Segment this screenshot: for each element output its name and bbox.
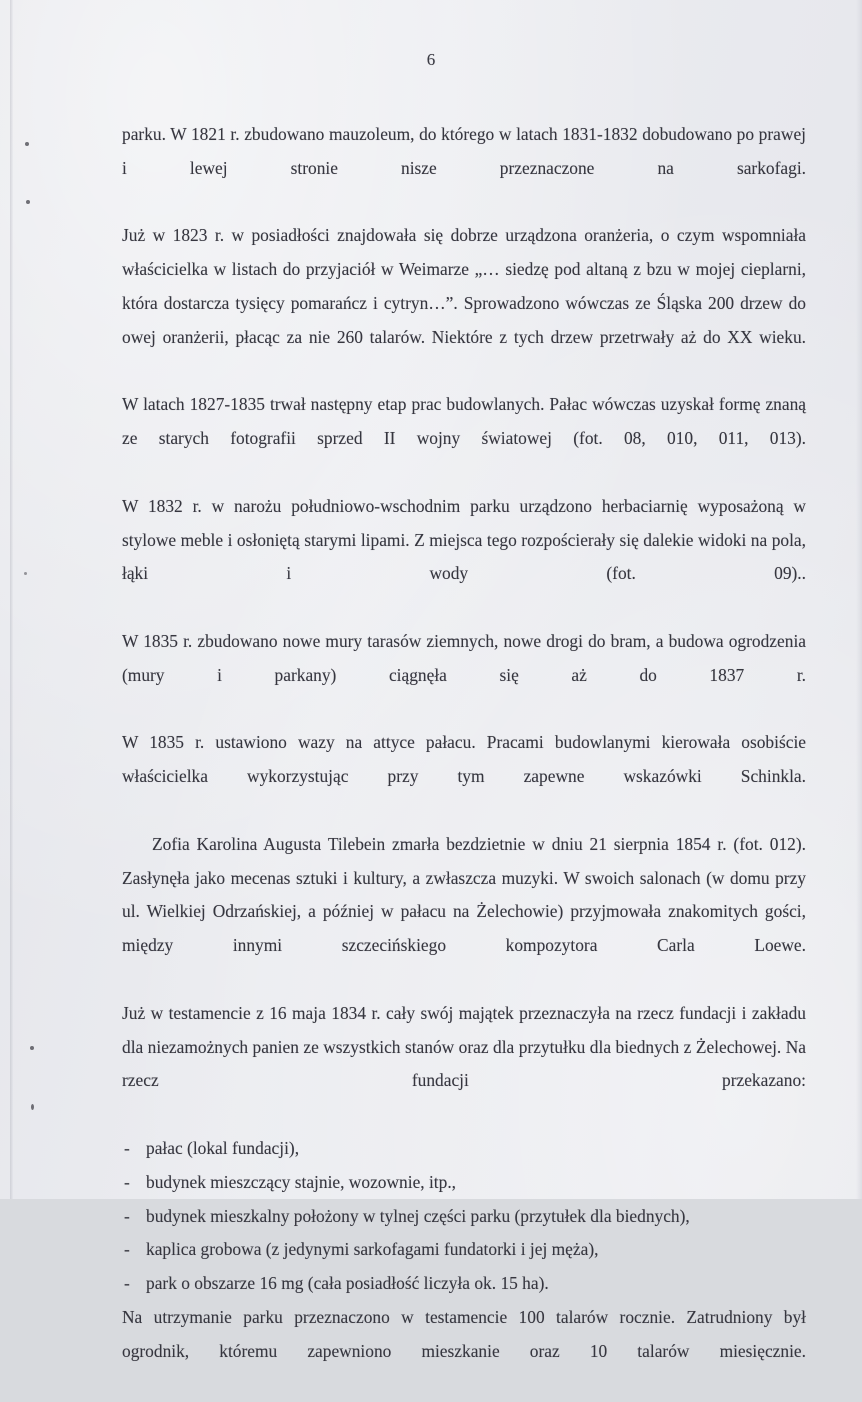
scan-edge-artifact-right [856, 0, 862, 1199]
list-item [122, 1132, 806, 1166]
page-number: 6 [426, 50, 436, 69]
scan-speck-artifact [25, 142, 29, 146]
list-item-label: budynek mieszczący stajnie, wozownie, itp., [146, 1171, 457, 1192]
list-item [122, 1267, 806, 1301]
paragraph: W latach 1827-1835 trwał następny etap prac budowlanych. Pałac wówczas uzyskał formę znaną ze starych fotografii sprzed II wojny światowej (fot. 08, 010, 011, 013). [122, 394, 806, 449]
scan-speck-artifact [26, 200, 30, 204]
list-item-label: budynek mieszkalny położony w tylnej części parku (przytułek dla biednych), [146, 1205, 690, 1226]
paragraph: W 1835 r. ustawiono wazy na attyce pałacu. Pracami budowlanymi kierowała osobiście właścicielka wykorzystując przy tym zapewne wskazówki Schinkla. [122, 732, 806, 787]
list-bullet-dash: - [124, 1137, 130, 1158]
list-bullet-dash: - [124, 1273, 130, 1294]
paragraph: Już w 1823 r. w posiadłości znajdowała się dobrze urządzona oranżeria, o czym wspomniała właścicielka w listach do przyjaciół w Weimarze „… siedzę pod altaną z bzu w mojej cieplarni, która dostarcza tysięcy pomarańcz i cytryn…”. Sprowadzono wówczas ze Śląska 200 drzew do owej oranżerii, płacąc za nie 260 talarów. Niektóre z tych drzew przetrwały aż do XX wieku. [122, 225, 806, 347]
scan-speck-artifact [31, 1104, 34, 1110]
list-bullet-dash: - [124, 1171, 130, 1192]
paragraph: Zofia Karolina Augusta Tilebein zmarła bezdzietnie w dniu 21 sierpnia 1854 r. (fot. 012). Zasłynęła jako mecenas sztuki i kultury, a zwłaszcza muzyki. W swoich salonach (w domu przy ul. Wielkiej Odrzańskiej, a później w pałacu na Żelechowie) przyjmowała znakomitych gości, między innymi szczecińskiego kompozytora Carla Loewe. [122, 833, 806, 956]
list-item [122, 1233, 806, 1267]
scan-speck-artifact [30, 1046, 34, 1050]
scan-edge-artifact-left [10, 0, 13, 1199]
list-item [122, 1200, 806, 1234]
list-item-label: pałac (lokal fundacji), [146, 1137, 300, 1158]
list-bullet-dash: - [124, 1239, 130, 1260]
paragraph: Już w testamencie z 16 maja 1834 r. cały swój majątek przeznaczyła na rzecz fundacji i zakładu dla niezamożnych panien ze wszystkich stanów oraz dla przytułku dla biednych z Żelechowej. Na rzecz fundacji przekazano: [122, 1002, 806, 1091]
paragraph: Na utrzymanie parku przeznaczono w testamencie 100 talarów rocznie. Zatrudniony był ogrodnik, któremu zapewniono mieszkanie oraz 10 talarów miesięcznie. [122, 1306, 806, 1361]
paragraph: W 1835 r. zbudowano nowe mury tarasów ziemnych, nowe drogi do bram, a budowa ogrodzenia (mury i parkany) ciągnęła się aż do 1837 r. [122, 630, 806, 685]
list-item-label: park o obszarze 16 mg (cała posiadłość liczyła ok. 15 ha). [146, 1273, 549, 1294]
paragraph: parku. W 1821 r. zbudowano mauzoleum, do którego w latach 1831-1832 dobudowano po prawej i lewej stronie nisze przeznaczone na sarkofagi. [122, 124, 806, 178]
paragraph: W 1832 r. w narożu południowo-wschodnim parku urządzono herbaciarnię wyposażoną w stylowe meble i osłoniętą starymi lipami. Z miejsca tego rozpościerały się dalekie widoki na pola, łąki i wody (fot. 09).. [122, 495, 806, 584]
scan-speck-artifact [24, 572, 27, 575]
list-item-label: kaplica grobowa (z jedynymi sarkofagami fundatorki i jej męża), [146, 1239, 599, 1260]
document-body [122, 118, 806, 1402]
list-item [122, 1166, 806, 1200]
bequest-list [122, 1132, 806, 1301]
list-bullet-dash: - [124, 1205, 130, 1226]
